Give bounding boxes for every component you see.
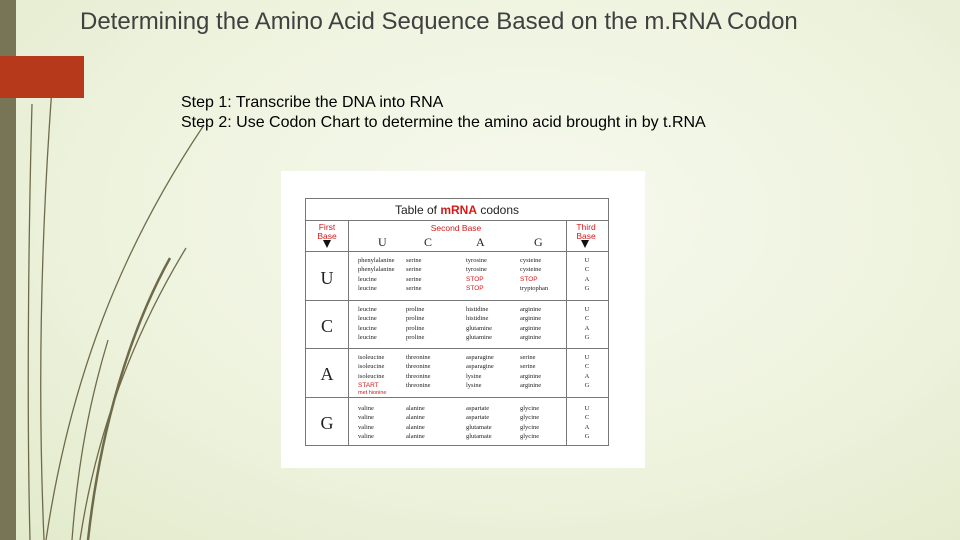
amino-acid: leucine <box>358 285 377 293</box>
amino-acid: proline <box>406 315 425 323</box>
third-base-letter: A <box>584 372 590 380</box>
codon-table-title-suffix: codons <box>477 203 520 217</box>
amino-acid: valine <box>358 405 374 412</box>
step-2: Step 2: Use Codon Chart to determine the amino acid brought in by t.RNA <box>181 114 706 131</box>
amino-acid: isoleucine <box>358 354 385 361</box>
codon-cell <box>466 404 522 442</box>
third-base-letter: U <box>584 354 590 361</box>
second-base-g: G <box>534 235 543 249</box>
third-base-letter: G <box>584 285 590 293</box>
third-base-letter: C <box>584 363 590 371</box>
amino-acid: glycine <box>520 423 540 431</box>
codon-cell <box>406 353 462 391</box>
codon-cell <box>406 404 462 442</box>
amino-acid: phenylalanine <box>358 257 395 264</box>
divider-row-3 <box>306 397 608 398</box>
amino-acid: cysteine <box>520 257 542 264</box>
amino-acid: asparagine <box>466 363 494 371</box>
third-base-letter: C <box>584 414 590 422</box>
divider-header <box>306 251 608 252</box>
amino-acid: aspartate <box>466 405 490 412</box>
amino-acid: tryptophan <box>520 285 549 293</box>
third-base-letter: G <box>584 334 590 342</box>
mrna-codon-table <box>305 198 609 446</box>
amino-acid: arginine <box>520 306 542 313</box>
amino-acid: glycine <box>520 414 540 422</box>
amino-acid: threonine <box>406 382 431 390</box>
third-base-letter: U <box>584 257 590 264</box>
amino-acid: glutamine <box>466 334 492 342</box>
amino-acid: threonine <box>406 354 431 361</box>
amino-acid: threonine <box>406 363 431 371</box>
first-base-a: A <box>320 364 334 384</box>
first-base-label: First Base <box>317 222 337 241</box>
third-base-column <box>566 305 608 343</box>
amino-acid: serine <box>406 285 422 293</box>
amino-acid: histidine <box>466 315 489 323</box>
amino-acid: leucine <box>358 306 377 313</box>
stop-codon: STOP <box>466 275 484 283</box>
amino-acid: serine <box>406 257 422 264</box>
first-base-c: C <box>320 316 333 336</box>
amino-acid: proline <box>406 334 425 342</box>
divider-row-2 <box>306 348 608 349</box>
amino-acid: isoleucine <box>358 363 385 371</box>
codon-cell <box>406 305 462 343</box>
amino-acid: leucine <box>358 275 377 283</box>
step-1: Step 1: Transcribe the DNA into RNA <box>181 94 444 111</box>
amino-acid: aspartate <box>466 414 490 422</box>
third-base-column <box>566 404 608 442</box>
amino-acid: leucine <box>358 334 377 342</box>
amino-acid: threonine <box>406 372 431 380</box>
divider-first-base <box>348 221 349 446</box>
amino-acid: alanine <box>406 414 425 422</box>
third-base-letter: A <box>584 275 590 283</box>
amino-acid: histidine <box>466 306 489 313</box>
codon-table-title <box>306 199 608 221</box>
amino-acid: glycine <box>520 433 540 441</box>
amino-acid: glutamate <box>466 423 492 431</box>
amino-acid: phenylalanine <box>358 266 395 274</box>
amino-acid: tyrosine <box>466 257 487 264</box>
amino-acid: alanine <box>406 405 425 412</box>
codon-table-title-highlight: mRNA <box>440 203 477 217</box>
amino-acid: arginine <box>520 382 542 390</box>
first-base-g: G <box>320 413 334 433</box>
amino-acid: cysteine <box>520 266 542 274</box>
first-base-u: U <box>320 268 334 288</box>
codon-cell <box>466 353 522 391</box>
amino-acid: serine <box>520 363 536 371</box>
amino-acid: lysine <box>466 372 482 380</box>
third-base-letter: G <box>584 433 590 441</box>
amino-acid: arginine <box>520 324 542 332</box>
third-base-letter: U <box>584 306 590 313</box>
amino-acid: serine <box>406 266 422 274</box>
amino-acid: tyrosine <box>466 266 487 274</box>
amino-acid: valine <box>358 433 374 441</box>
amino-acid: arginine <box>520 315 542 323</box>
amino-acid: alanine <box>406 423 425 431</box>
third-base-column <box>566 256 608 294</box>
amino-acid: serine <box>406 275 422 283</box>
amino-acid: valine <box>358 423 374 431</box>
third-base-letter: G <box>584 382 590 390</box>
third-base-letter: U <box>584 405 590 412</box>
amino-acid: glutamine <box>466 324 492 332</box>
amino-acid: alanine <box>406 433 425 441</box>
amino-acid: glutamate <box>466 433 492 441</box>
amino-acid: isoleucine <box>358 372 385 380</box>
second-base-c: C <box>424 235 433 249</box>
codon-table-title-prefix: Table of <box>394 203 441 217</box>
slide-title: Determining the Amino Acid Sequence Based on the m.RNA Codon <box>80 8 798 35</box>
amino-acid: proline <box>406 306 425 313</box>
amino-acid: lysine <box>466 382 482 390</box>
third-base-label: Third Base <box>576 222 596 241</box>
third-base-column <box>566 353 608 391</box>
second-base-a: A <box>476 235 485 249</box>
amino-acid: glycine <box>520 405 540 412</box>
second-base-u: U <box>378 235 387 249</box>
amino-acid: asparagine <box>466 354 494 361</box>
codon-cell <box>466 305 522 343</box>
amino-acid: arginine <box>520 334 542 342</box>
third-base-letter: C <box>584 266 590 274</box>
second-base-label: Second Base <box>430 223 482 233</box>
codon-cell <box>406 256 462 294</box>
start-codon: START <box>358 382 379 390</box>
third-base-letter: A <box>584 324 590 332</box>
divider-row-1 <box>306 300 608 301</box>
third-base-letter: C <box>584 315 590 323</box>
stop-codon: STOP <box>466 285 484 293</box>
amino-acid: proline <box>406 324 425 332</box>
start-codon-subtext: met hionine <box>358 390 387 396</box>
title-accent-tab <box>0 56 84 98</box>
stop-codon: STOP <box>520 275 538 283</box>
amino-acid: arginine <box>520 372 542 380</box>
step-list <box>181 93 706 133</box>
first-base-arrow-icon <box>323 240 331 248</box>
amino-acid: leucine <box>358 324 377 332</box>
third-base-arrow-icon <box>581 240 589 248</box>
amino-acid: valine <box>358 414 374 422</box>
amino-acid: leucine <box>358 315 377 323</box>
amino-acid: serine <box>520 354 536 361</box>
third-base-letter: A <box>584 423 590 431</box>
codon-cell <box>466 256 522 294</box>
